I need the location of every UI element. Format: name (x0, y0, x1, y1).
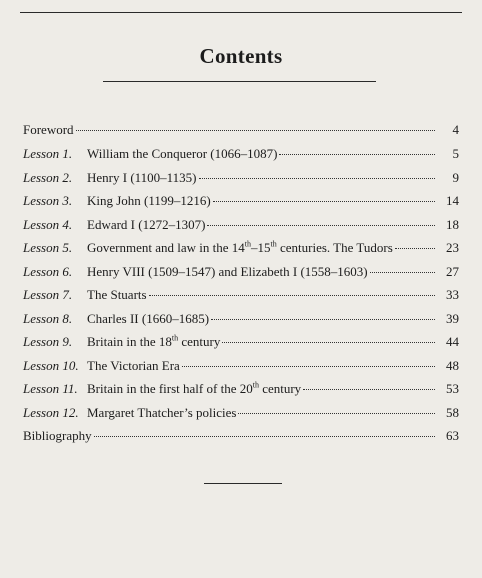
page-number: 39 (446, 310, 459, 326)
toc-entry-lesson[interactable] (23, 216, 459, 240)
toc-entry-bibliography[interactable] (23, 428, 459, 453)
page-number: 44 (446, 334, 459, 350)
dot-leader (303, 378, 435, 391)
lesson-number: Lesson 12. (23, 404, 79, 420)
title-text: William the Conqueror (1066–1087) (87, 146, 278, 162)
lesson-title (87, 311, 209, 327)
lesson-number: Lesson 1. (23, 146, 73, 162)
lesson-title (87, 381, 301, 397)
page-number: 27 (446, 263, 459, 279)
dot-leader (94, 425, 435, 438)
title-text: Britain in the 18 (87, 334, 172, 350)
lesson-title (87, 334, 220, 350)
lesson-title (87, 146, 277, 162)
dot-leader (279, 143, 435, 156)
lesson-number: Lesson 8. (23, 310, 73, 326)
page-number: 48 (446, 357, 459, 373)
lesson-number: Lesson 9. (23, 334, 73, 350)
lesson-number: Lesson 2. (23, 169, 73, 185)
lesson-title (87, 264, 368, 280)
lesson-number: Lesson 4. (23, 216, 73, 232)
dot-leader (238, 401, 435, 414)
title-text: century (258, 381, 302, 397)
entry-title: Bibliography (23, 428, 92, 444)
dot-leader (182, 354, 435, 367)
lesson-number: Lesson 7. (23, 287, 73, 303)
title-text: The Stuarts (87, 287, 147, 303)
bottom-rule (204, 483, 282, 484)
ordinal-suffix: th (252, 380, 259, 390)
page-number: 58 (446, 404, 459, 420)
title-text: –15 (251, 240, 271, 256)
lesson-number: Lesson 10. (23, 357, 79, 373)
page-number: 18 (446, 216, 459, 232)
title-text: Henry I (1100–1135) (87, 169, 197, 185)
page-number: 5 (452, 146, 459, 162)
dot-leader (395, 237, 435, 250)
lesson-number: Lesson 6. (23, 263, 73, 279)
page-number: 53 (446, 381, 459, 397)
lesson-title (87, 240, 393, 256)
dot-leader (213, 190, 435, 203)
page-number: 9 (452, 169, 459, 185)
title-text: century (178, 334, 221, 350)
title-text: Government and law in the 14 (87, 240, 245, 256)
table-of-contents (23, 121, 459, 452)
top-rule (20, 12, 462, 13)
dot-leader (222, 331, 435, 344)
page-number: 14 (446, 193, 459, 209)
page-number: 4 (452, 121, 459, 137)
dot-leader (370, 260, 435, 273)
dot-leader (211, 307, 435, 320)
page-title: Contents (199, 44, 283, 68)
title-underline (103, 81, 376, 82)
ordinal-suffix: th (270, 239, 277, 249)
title-text: Henry VIII (1509–1547) and Elizabeth I (1558–1603) (87, 263, 368, 279)
title-text: centuries. The Tudors (276, 240, 393, 256)
lesson-title (87, 217, 205, 233)
title-text: Britain in the first half of the 20 (87, 381, 253, 397)
lesson-number: Lesson 11. (23, 381, 78, 397)
page-number: 63 (446, 428, 459, 444)
page-number: 33 (446, 287, 459, 303)
ordinal-suffix: th (171, 333, 179, 343)
page-number: 23 (446, 240, 459, 256)
dot-leader (207, 213, 435, 226)
dot-leader (149, 284, 435, 297)
lesson-number: Lesson 3. (23, 193, 73, 209)
lesson-title (87, 405, 236, 421)
lesson-title (87, 170, 197, 186)
title-text: Charles II (1660–1685) (87, 310, 210, 326)
lesson-number: Lesson 5. (23, 240, 73, 256)
title-text: The Victorian Era (87, 357, 180, 373)
dot-leader (76, 118, 435, 131)
entry-title: Foreword (23, 121, 74, 137)
title-text: Margaret Thatcher’s policies (87, 404, 237, 420)
lesson-title (87, 193, 211, 209)
title-text: King John (1199–1216) (87, 193, 211, 209)
ordinal-suffix: th (244, 239, 251, 249)
lesson-title (87, 358, 180, 374)
title-text: Edward I (1272–1307) (87, 216, 206, 232)
lesson-title (87, 287, 147, 303)
dot-leader (199, 166, 435, 179)
